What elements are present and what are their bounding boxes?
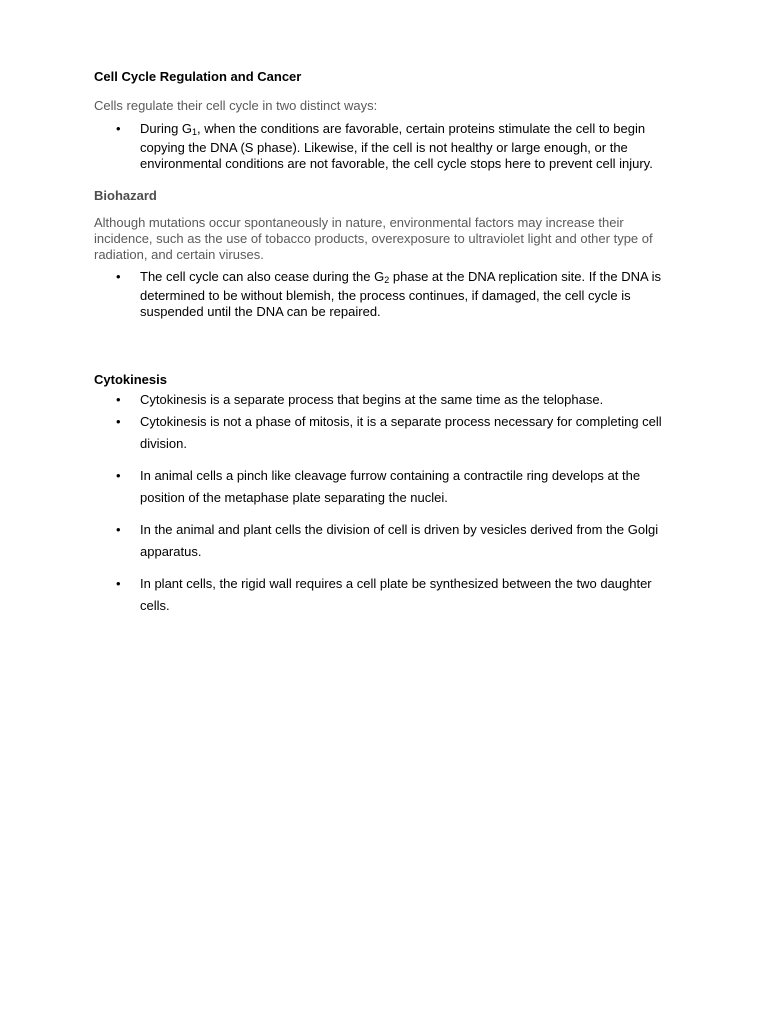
intro-paragraph: Cells regulate their cell cycle in two distinct ways: xyxy=(94,98,378,113)
g2-text: phase at the DNA replication site. If the DNA is determined to be without blemish, the process continues, if damaged, the cell cycle is suspended until the DNA can be repaired. xyxy=(140,269,661,319)
g2-subscript: 2 xyxy=(384,275,390,285)
bullet-marker: • xyxy=(116,576,121,591)
g1-subscript: 1 xyxy=(192,127,198,137)
bullet-marker: • xyxy=(116,414,121,429)
biohazard-heading: Biohazard xyxy=(94,188,157,203)
g1-prefix: During G xyxy=(140,121,193,136)
list-item xyxy=(94,411,684,455)
cytokinesis-list xyxy=(94,389,684,617)
list-item-g2 xyxy=(94,269,684,320)
g2-prefix: The cell cycle can also cease during the G xyxy=(140,269,385,284)
list-item-text: In the animal and plant cells the division of cell is driven by vesicles derived from the Golgi apparatus. xyxy=(140,522,659,559)
bullet-marker: • xyxy=(116,121,121,136)
biohazard-paragraph: Although mutations occur spontaneously in nature, environmental factors may increase their incidence, such as the use of tobacco products, overexposure to ultraviolet light and other type of radiation, and certain viruses. xyxy=(94,215,653,262)
list-item xyxy=(94,389,684,411)
list-item-text: In animal cells a pinch like cleavage furrow containing a contractile ring develops at the position of the metaphase plate separating the nuclei. xyxy=(140,468,641,505)
regulation-list xyxy=(94,121,684,172)
list-item xyxy=(94,573,684,617)
g1-text: , when the conditions are favorable, certain proteins stimulate the cell to begin copying the DNA (S phase). Likewise, if the cell is not healthy or large enough, or the environmental conditions are not favorable, the cell cycle stops here to prevent cell injury. xyxy=(140,121,653,171)
list-item xyxy=(94,465,684,509)
list-item-g1 xyxy=(94,121,684,172)
list-item-text: In plant cells, the rigid wall requires a cell plate be synthesized between the two daughter cells. xyxy=(140,576,652,613)
cytokinesis-heading: Cytokinesis xyxy=(94,372,167,387)
bullet-marker: • xyxy=(116,522,121,537)
g2-list xyxy=(94,269,684,320)
bullet-marker: • xyxy=(116,392,121,407)
page-title: Cell Cycle Regulation and Cancer xyxy=(94,69,302,84)
list-item xyxy=(94,519,684,563)
list-item-text: Cytokinesis is not a phase of mitosis, it is a separate process necessary for completing cell division. xyxy=(140,414,662,451)
document-content xyxy=(94,68,684,617)
bullet-marker: • xyxy=(116,468,121,483)
bullet-marker: • xyxy=(116,269,121,284)
list-item-text: Cytokinesis is a separate process that begins at the same time as the telophase. xyxy=(140,392,604,407)
